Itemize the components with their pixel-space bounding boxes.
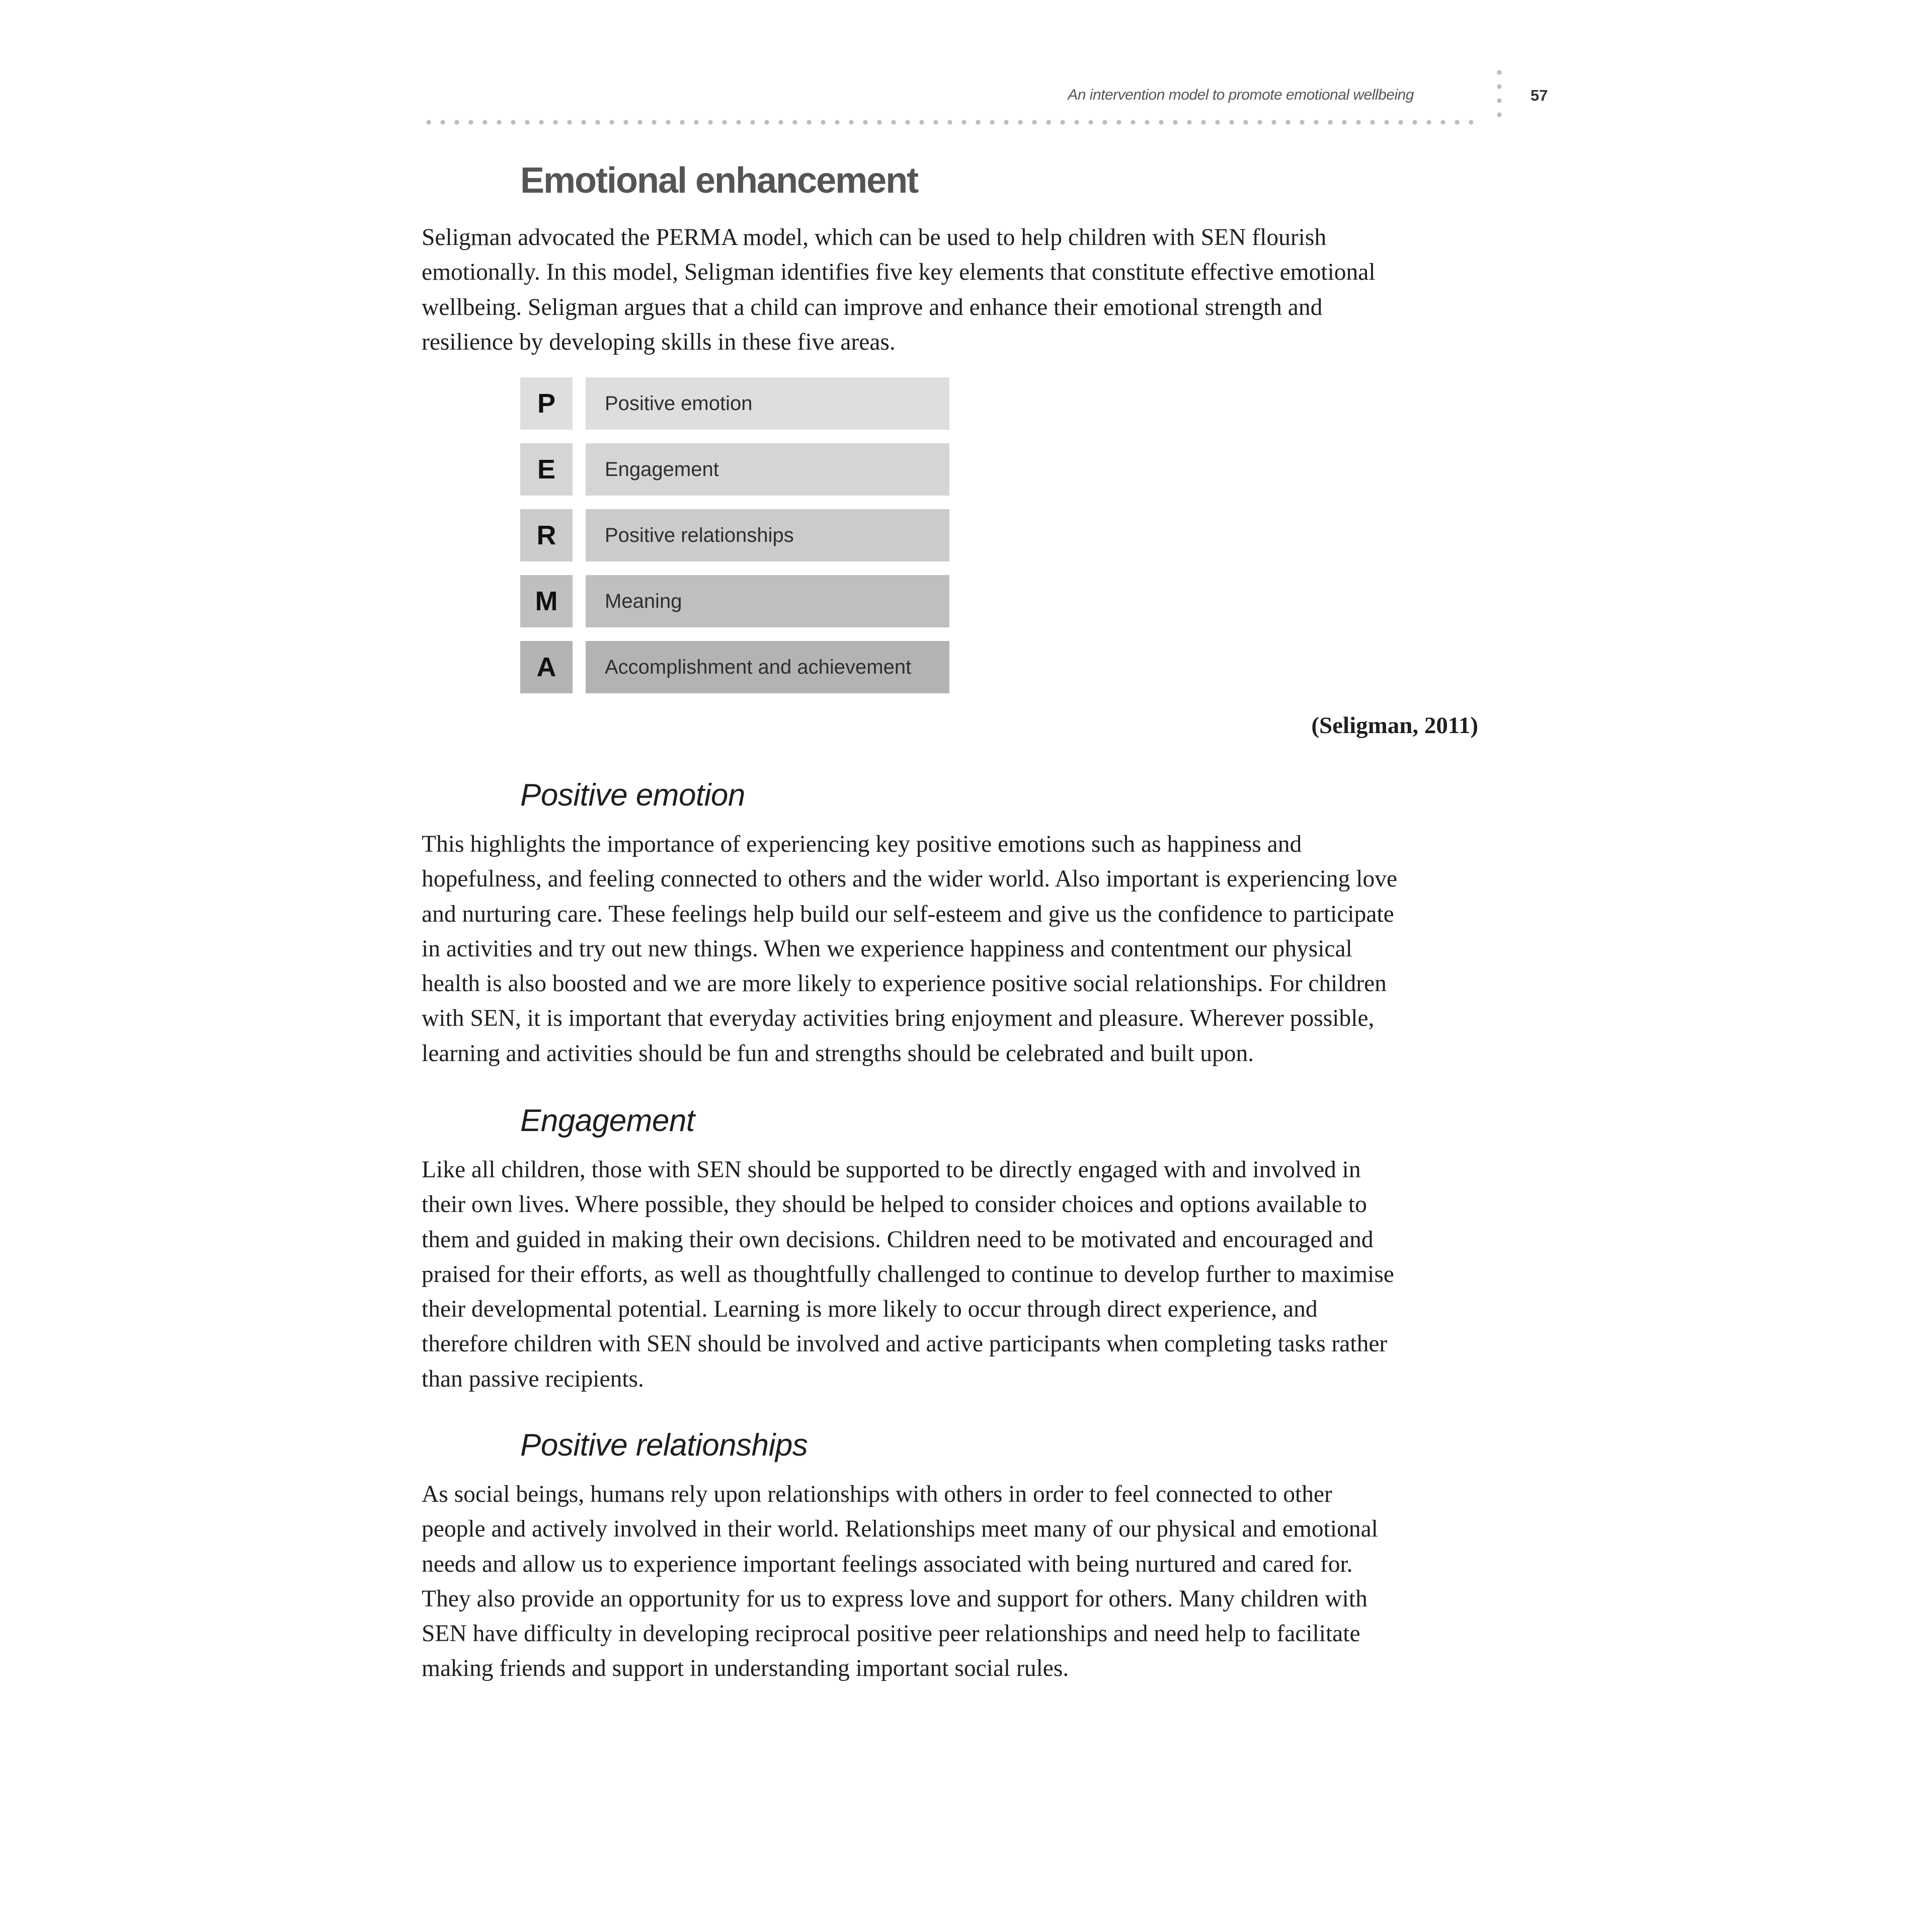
text-line: making friends and support in understanding important social rules. [422, 1655, 1069, 1682]
perma-label: Engagement [586, 443, 949, 496]
perma-letter: E [520, 443, 573, 496]
paragraph-engagement [422, 1153, 1478, 1397]
text-line: Like all children, those with SEN should be supported to be directly engaged with and involved in [422, 1157, 1361, 1183]
perma-letter: P [520, 377, 573, 430]
header-dotted-rule [422, 120, 1473, 125]
paragraph-positive-emotion [422, 827, 1478, 1071]
text-line: As social beings, humans rely upon relationships with others in order to feel connected to other [422, 1481, 1332, 1507]
text-line: Seligman advocated the PERMA model, which can be used to help children with SEN flourish [422, 224, 1327, 251]
text-line: This highlights the importance of experiencing key positive emotions such as happiness and [422, 831, 1302, 857]
text-line: their own lives. Where possible, they should be helped to consider choices and options available to [422, 1191, 1367, 1218]
perma-letter: A [520, 641, 573, 693]
running-head: An intervention model to promote emotional wellbeing [1068, 87, 1414, 103]
text-line: hopefulness, and feeling connected to others and the wider world. Also important is experiencing love [422, 866, 1398, 893]
perma-label: Positive emotion [586, 377, 949, 430]
text-line: them and guided in making their own decisions. Children need to be motivated and encouraged and [422, 1226, 1374, 1253]
header-vertical-divider [1497, 65, 1502, 126]
text-line: than passive recipients. [422, 1365, 644, 1392]
text-line: They also provide an opportunity for us to express love and support for others. Many children with [422, 1585, 1367, 1612]
page-number: 57 [1531, 87, 1548, 104]
text-line: health is also boosted and we are more likely to experience positive social relationships. For children [422, 971, 1387, 997]
subheading-positive-emotion: Positive emotion [520, 778, 745, 813]
text-line: and nurturing care. These feelings help build our self-esteem and give us the confidence to participate [422, 901, 1394, 927]
perma-label: Positive relationships [586, 509, 949, 561]
section-title: Emotional enhancement [520, 160, 918, 201]
text-line: therefore children with SEN should be involved and active participants when completing tasks rather [422, 1331, 1388, 1357]
intro-paragraph [422, 220, 1478, 360]
text-line: praised for their efforts, as well as thoughtfully challenged to continue to develop further to maximise [422, 1261, 1394, 1287]
text-line: with SEN, it is important that everyday activities bring enjoyment and pleasure. Wherever possible, [422, 1005, 1375, 1032]
text-line: emotionally. In this model, Seligman identifies five key elements that constitute effective emotional [422, 259, 1376, 286]
text-line: wellbeing. Seligman argues that a child can improve and enhance their emotional strength and [422, 294, 1323, 320]
text-line: their developmental potential. Learning is more likely to occur through direct experience, and [422, 1296, 1318, 1323]
subheading-positive-relationships: Positive relationships [520, 1428, 808, 1463]
text-line: SEN have difficulty in developing reciprocal positive peer relationships and need help to facilitate [422, 1621, 1360, 1647]
subheading-engagement: Engagement [520, 1103, 695, 1138]
text-line: needs and allow us to experience important feelings associated with being nurtured and cared for. [422, 1551, 1353, 1577]
citation: (Seligman, 2011) [1311, 712, 1478, 739]
perma-label: Meaning [586, 575, 949, 627]
paragraph-positive-relationships [422, 1477, 1478, 1686]
perma-letter: R [520, 509, 573, 561]
text-line: in activities and try out new things. When we experience happiness and contentment our physical [422, 935, 1352, 962]
text-line: learning and activities should be fun and strengths should be celebrated and built upon. [422, 1040, 1254, 1067]
text-line: people and actively involved in their world. Relationships meet many of our physical and emotional [422, 1516, 1378, 1543]
text-line: resilience by developing skills in these five areas. [422, 329, 896, 355]
perma-letter: M [520, 575, 573, 627]
perma-label: Accomplishment and achievement [586, 641, 949, 693]
